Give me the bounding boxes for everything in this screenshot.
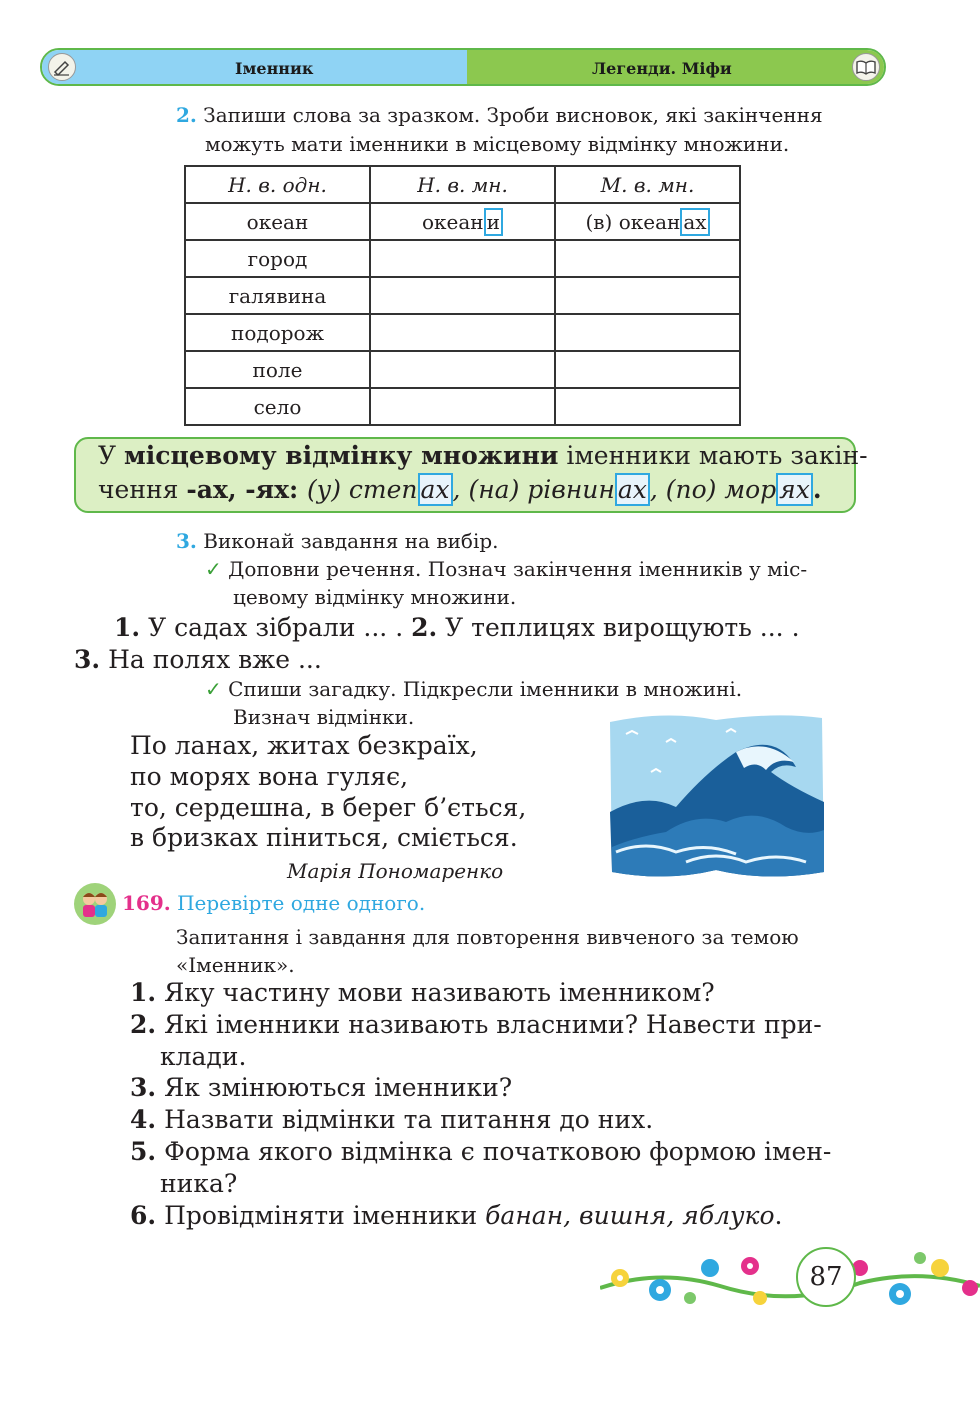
table-cell: поле [185, 351, 370, 388]
table-row [185, 240, 740, 277]
header-right-title: Легенди. Міфи [592, 59, 732, 78]
table-cell: подорож [185, 314, 370, 351]
table-cell [370, 351, 555, 388]
ending-box: ях [776, 473, 813, 506]
table-row [185, 388, 740, 425]
sample-prep: (в) океан [585, 209, 681, 234]
rule-endings: -ах, -ях [186, 475, 290, 504]
question-item [130, 1072, 512, 1104]
task3-title [176, 526, 499, 556]
task3-sentence-line1 [114, 612, 800, 644]
rule-text: іменники мають закін- [558, 441, 868, 470]
question-number: 4. [130, 1105, 157, 1134]
question-text: Провідміняти іменники [164, 1201, 486, 1230]
table-cell [555, 351, 740, 388]
flower-decoration [600, 1238, 980, 1318]
question-text: Яку частину мови називають іменником? [164, 978, 715, 1007]
ending-box: ах [418, 473, 453, 506]
question-item [130, 977, 715, 1009]
rule-line2: чення -ах, -ях: (у) степ ах , (на) рівнин ах , (по) мор ях . [98, 475, 822, 504]
page-header [40, 48, 886, 86]
question-item [130, 1136, 831, 1168]
task2-line1 [176, 100, 823, 130]
rule-colon: : [289, 475, 307, 504]
rule-example: (у) степ [306, 475, 418, 504]
table-row [185, 314, 740, 351]
wave-illustration [606, 712, 826, 878]
question-number: 6. [130, 1201, 157, 1230]
poem-line: По ланах, житах безкраїх, [130, 731, 478, 760]
question-number: 3. [130, 1073, 157, 1102]
checkmark-icon: ✓ [205, 557, 222, 581]
poem-line: по морях вона гуляє, [130, 762, 409, 791]
pen-icon [48, 53, 76, 81]
table-cell [555, 314, 740, 351]
task169-intro-line1: Запитання і завдання для повторення вивченого за темою [176, 925, 799, 949]
table-cell [555, 240, 740, 277]
table-cell: океан [185, 203, 370, 240]
question-continuation: клади. [160, 1042, 247, 1071]
task3-check2-line1 [205, 674, 742, 704]
table-cell [370, 277, 555, 314]
page-number: 87 [796, 1247, 856, 1307]
question-number: 5. [130, 1137, 157, 1166]
sentence-number: 2. [411, 613, 438, 642]
header-left-title: Іменник [235, 59, 314, 78]
sentence-text: У теплицях вирощують ... . [445, 613, 800, 642]
book-icon [852, 53, 880, 81]
declension-table [184, 165, 741, 426]
question-number: 2. [130, 1010, 157, 1039]
table-cell [370, 314, 555, 351]
task3-check2-line2: Визнач відмінки. [233, 705, 415, 729]
sentence-text: У садах зібрали ... . [148, 613, 404, 642]
question-continuation: ника? [160, 1169, 238, 1198]
sample-stem: океан [422, 209, 484, 234]
ending-box: ах [615, 473, 650, 506]
question-words: банан, вишня, яблуко [485, 1201, 775, 1230]
question-item [130, 1200, 782, 1232]
rule-example: (на) рівнин [468, 475, 615, 504]
table-row [185, 351, 740, 388]
question-number: 1. [130, 978, 157, 1007]
poem-author: Марія Пономаренко [287, 859, 504, 883]
question-text: Форма якого відмінка є початковою формою імен- [164, 1137, 832, 1166]
task3-check1-line2: цевому відмінку множини. [233, 585, 517, 609]
question-item [130, 1009, 822, 1041]
rule-line1 [98, 441, 868, 470]
table-cell [555, 388, 740, 425]
rule-box [74, 437, 868, 513]
table-cell: город [185, 240, 370, 277]
table-cell [370, 203, 555, 240]
poem-line: в бризках піниться, сміється. [130, 823, 518, 852]
rule-text: У [98, 441, 125, 470]
task3-title-text: Виконай завдання на вибір. [203, 529, 499, 553]
table-header-row [185, 166, 740, 203]
task2-number: 2. [176, 103, 197, 127]
task2-line2: можуть мати іменники в місцевому відмінку множини. [205, 132, 790, 156]
table-row [185, 277, 740, 314]
children-icon [74, 883, 116, 925]
sentence-text: На полях вже ... [108, 645, 322, 674]
checkmark-icon: ✓ [205, 677, 222, 701]
table-row [185, 203, 740, 240]
table-header: М. в. мн. [555, 166, 740, 203]
task3-check2-text: Спиши загадку. Підкресли іменники в множині. [228, 677, 743, 701]
sentence-number: 1. [114, 613, 141, 642]
question-item [130, 1104, 653, 1136]
question-text: Як змінюються іменники? [164, 1073, 513, 1102]
rule-text: чення [98, 475, 187, 504]
table-header: Н. в. мн. [370, 166, 555, 203]
table-cell: село [185, 388, 370, 425]
task169-title [122, 888, 425, 918]
rule-example: (по) мор [665, 475, 777, 504]
ending-box: и [484, 208, 503, 236]
question-text: . [774, 1201, 783, 1230]
rule-term: місцевому відмінку множини [124, 441, 559, 470]
task3-sentence-line2 [74, 644, 322, 676]
task169-number: 169. [122, 891, 171, 915]
poem-line: то, сердешна, в берег б’ється, [130, 793, 527, 822]
table-cell [555, 277, 740, 314]
task3-number: 3. [176, 529, 197, 553]
ending-box: ах [680, 208, 709, 236]
table-header: Н. в. одн. [185, 166, 370, 203]
task169-title-text: Перевірте одне одного. [177, 891, 426, 915]
task3-check1-line1 [205, 554, 807, 584]
question-text: Назвати відмінки та питання до них. [164, 1105, 654, 1134]
table-cell [370, 240, 555, 277]
sentence-number: 3. [74, 645, 101, 674]
task169-intro-line2: «Іменник». [176, 953, 295, 977]
table-cell [370, 388, 555, 425]
table-cell: галявина [185, 277, 370, 314]
table-cell [555, 203, 740, 240]
task2-text1: Запиши слова за зразком. Зроби висновок, які закінчення [203, 103, 823, 127]
question-text: Які іменники називають власними? Навести при- [164, 1010, 822, 1039]
task3-check1-text: Доповни речення. Познач закінчення іменників у міс- [228, 557, 808, 581]
